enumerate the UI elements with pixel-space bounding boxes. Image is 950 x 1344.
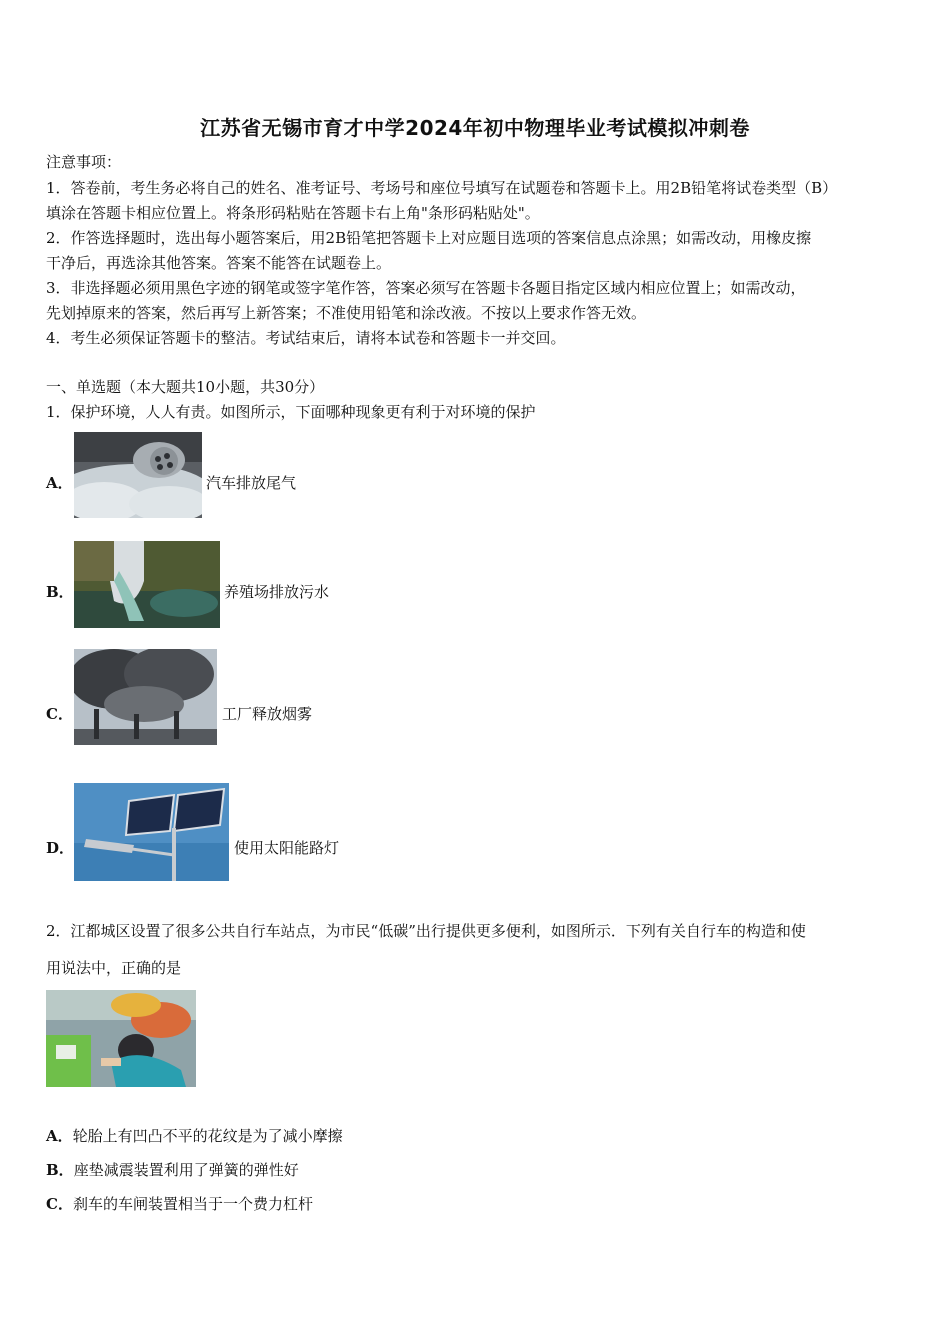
notice-line: 1．答卷前，考生务必将自己的姓名、准考证号、考场号和座位号填写在试题卷和答题卡上。用2B铅笔将试卷类型（B） (46, 179, 838, 197)
q2-option-c-text: 刹车的车闸装置相当于一个费力杠杆 (72, 1195, 313, 1213)
q2-option-a (46, 1126, 906, 1146)
notice-heading: 注意事项： (46, 153, 122, 171)
question-1-stem: 1．保护环境，人人有责。如图所示，下面哪种现象更有利于对环境的保护 (46, 403, 536, 421)
notice-line: 先划掉原来的答案，然后再写上新答案；不准使用铅笔和涂改液。不按以上要求作答无效。 (46, 304, 647, 322)
q2-option-a-label: A． (46, 1127, 73, 1145)
notice-line: 2．作答选择题时，选出每小题答案后，用2B铅笔把答题卡上对应题目选项的答案信息点涂黑；如需改动，用橡皮擦 (46, 229, 812, 247)
question-2-stem: 2．江都城区设置了很多公共自行车站点，为市民“低碳”出行提供更多便利，如图所示．下列有关自行车的构造和使 (46, 922, 806, 940)
q2-option-a-text: 轮胎上有凹凸不平的花纹是为了减小摩擦 (72, 1127, 343, 1145)
q2-option-b-text: 座垫减震装置利用了弹簧的弹性好 (73, 1161, 299, 1179)
factory-smoke-image (74, 649, 217, 745)
exhaust-pipe-image (74, 432, 202, 518)
question-2-stem-cont: 用说法中，正确的是 (46, 959, 182, 977)
section-heading: 一、单选题（本大题共10小题，共30分） (46, 378, 325, 396)
option-a-text: 汽车排放尾气 (206, 474, 297, 492)
notice-line: 4．考生必须保证答题卡的整洁。考试结束后，请将本试卷和答题卡一并交回。 (46, 329, 566, 347)
option-d-label: D． (46, 839, 75, 857)
option-c-label: C． (46, 705, 73, 723)
q2-option-c (46, 1194, 906, 1214)
solar-streetlight-image (74, 783, 229, 881)
option-b-label: B． (46, 583, 74, 601)
option-d-text: 使用太阳能路灯 (234, 839, 340, 857)
notice-line: 3．非选择题必须用黑色字迹的钢笔或签字笔作答，答案必须写在答题卡各题目指定区域内相应位置上；如需改动， (46, 279, 806, 297)
sewage-pipe-image (74, 541, 220, 628)
q2-option-c-label: C． (46, 1195, 73, 1213)
notice-line: 填涂在答题卡相应位置上。将条形码粘贴在答题卡右上角"条形码粘贴处"。 (46, 204, 540, 222)
q2-option-b (46, 1160, 906, 1180)
notice-line: 干净后，再选涂其他答案。答案不能答在试题卷上。 (46, 254, 392, 272)
option-a-label: A． (46, 474, 73, 492)
q2-option-b-label: B． (46, 1161, 74, 1179)
page-title: 江苏省无锡市育才中学2024年初中物理毕业考试模拟冲刺卷 (200, 116, 750, 140)
option-c-text: 工厂释放烟雾 (222, 705, 313, 723)
bike-station-image (46, 990, 196, 1087)
option-b-text: 养殖场排放污水 (224, 583, 330, 601)
